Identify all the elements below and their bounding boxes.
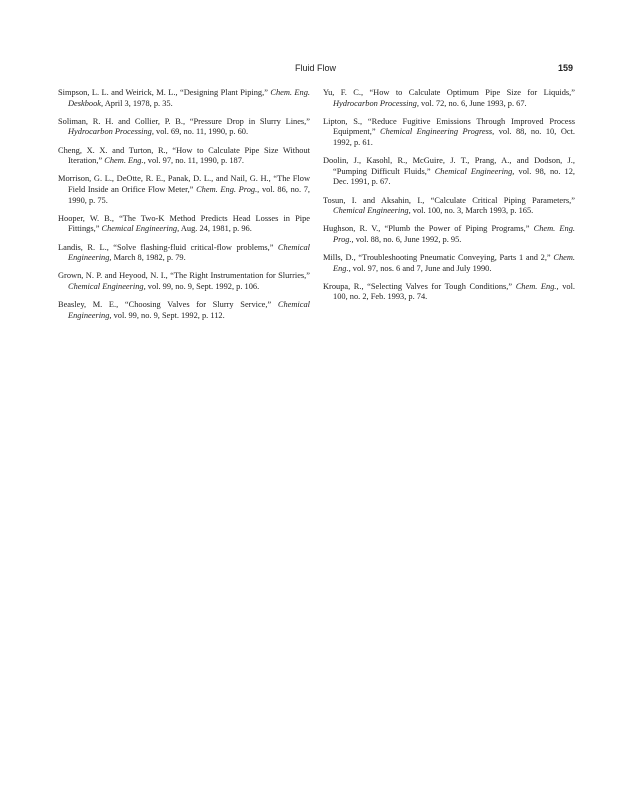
reference-text: Doolin, J., Kasohl, R., McGuire, J. T., Prang, A., and Dodson, J., “Pumping Difficult Fluids,” xyxy=(323,156,575,176)
reference-text: Grown, N. P. and Heyood, N. I., “The Right Instrumentation for Slurries,” xyxy=(58,271,310,281)
reference-entry xyxy=(323,117,575,149)
reference-details: vol. 72, no. 6, June 1993, p. 67. xyxy=(418,98,527,108)
reference-entry xyxy=(58,214,310,235)
reference-entry xyxy=(58,88,310,109)
reference-text: Landis, R. L., “Solve flashing-fluid critical-flow problems,” xyxy=(58,242,278,252)
reference-entry xyxy=(323,196,575,217)
reference-journal: Chemical Engineering, xyxy=(68,300,310,320)
reference-journal: Chemical Engineering, xyxy=(101,224,180,234)
reference-entry xyxy=(58,146,310,167)
reference-details: Aug. 24, 1981, p. 96. xyxy=(179,224,252,234)
reference-entry xyxy=(58,243,310,264)
reference-journal: Chem. Eng. Prog., xyxy=(196,184,260,194)
reference-entry xyxy=(323,156,575,188)
reference-entry xyxy=(58,174,310,206)
reference-entry xyxy=(323,282,575,303)
reference-details: vol. 97, nos. 6 and 7, June and July 1990. xyxy=(350,263,492,273)
reference-journal: Chemical Engineering, xyxy=(333,206,411,216)
reference-text: Lipton, S., “Reduce Fugitive Emissions Through Improved Process Equipment,” xyxy=(323,116,575,137)
reference-journal: Chem. Eng., xyxy=(104,156,146,166)
reference-text: Soliman, R. H. and Collier, P. B., “Pressure Drop in Slurry Lines,” xyxy=(58,116,310,126)
reference-journal: Chemical Engineering, xyxy=(434,166,515,176)
reference-text: Mills, D., “Troubleshooting Pneumatic Conveying, Parts 1 and 2,” xyxy=(323,253,554,263)
reference-journal: Hydrocarbon Processing, xyxy=(333,98,419,108)
reference-text: Hughson, R. V., “Plumb the Power of Piping Programs,” xyxy=(323,224,534,234)
reference-details: vol. 100, no. 3, March 1993, p. 165. xyxy=(410,206,534,216)
reference-entry xyxy=(323,88,575,109)
reference-details: vol. 100, no. 2, Feb. 1993, p. 74. xyxy=(333,281,576,302)
section-title: Fluid Flow xyxy=(294,63,336,73)
reference-details: vol. 98, no. 12, Dec. 1991, p. 67. xyxy=(333,166,575,187)
reference-details: April 3, 1978, p. 35. xyxy=(103,98,173,108)
reference-journal: Chem. Eng., xyxy=(515,281,559,291)
reference-entry xyxy=(58,271,310,292)
reference-journal: Chem. Eng., xyxy=(333,253,575,273)
reference-text: Yu, F. C., “How to Calculate Optimum Pipe Size for Liquids,” xyxy=(323,88,575,97)
running-header xyxy=(58,63,573,77)
reference-journal: Chemical Engineering Progress, xyxy=(380,127,495,137)
reference-text: Morrison, G. L., DeOtte, R. E., Panak, D. L., and Nail, G. H., “The Flow Field Inside an Orifice Flow Meter,” xyxy=(58,174,310,194)
reference-text: Beasley, M. E., “Choosing Valves for Slurry Service,” xyxy=(58,300,278,310)
reference-text: Hooper, W. B., “The Two-K Method Predicts Head Losses in Pipe Fittings,” xyxy=(58,213,310,234)
reference-entry xyxy=(58,117,310,138)
reference-details: March 8, 1982, p. 79. xyxy=(111,253,186,263)
reference-journal: Chem. Eng. Prog., xyxy=(333,224,576,244)
reference-journal: Chemical Engineering, xyxy=(68,242,310,263)
reference-details: vol. 99, no. 9, Sept. 1992, p. 106. xyxy=(145,281,260,291)
reference-details: vol. 86, no. 7, 1990, p. 75. xyxy=(68,184,311,205)
reference-entry xyxy=(323,253,575,274)
reference-details: vol. 88, no. 10, Oct. 1992, p. 61. xyxy=(333,127,575,147)
reference-text: Cheng, X. X. and Turton, R., “How to Calculate Pipe Size Without Iteration,” xyxy=(58,145,310,166)
reference-entry xyxy=(58,300,310,321)
reference-text: Simpson, L. L. and Weirick, M. L., “Designing Plant Piping,” xyxy=(58,88,271,97)
references-left-column xyxy=(58,88,310,329)
reference-text: Kroupa, R., “Selecting Valves for Tough Conditions,” xyxy=(323,281,516,291)
reference-journal: Chem. Eng. Deskbook, xyxy=(68,88,311,108)
reference-journal: Hydrocarbon Processing, xyxy=(68,127,154,137)
reference-details: vol. 69, no. 11, 1990, p. 60. xyxy=(153,127,249,137)
reference-details: vol. 97, no. 11, 1990, p. 187. xyxy=(145,156,245,166)
page-number: 159 xyxy=(557,63,573,73)
reference-details: vol. 99, no. 9, Sept. 1992, p. 112. xyxy=(111,310,225,320)
reference-journal: Chemical Engineering, xyxy=(68,281,146,291)
references-right-column xyxy=(323,88,575,311)
reference-entry xyxy=(323,224,575,245)
reference-text: Tosun, I. and Aksahin, I., “Calculate Critical Piping Parameters,” xyxy=(323,195,575,205)
reference-details: vol. 88, no. 6, June 1992, p. 95. xyxy=(353,234,462,244)
